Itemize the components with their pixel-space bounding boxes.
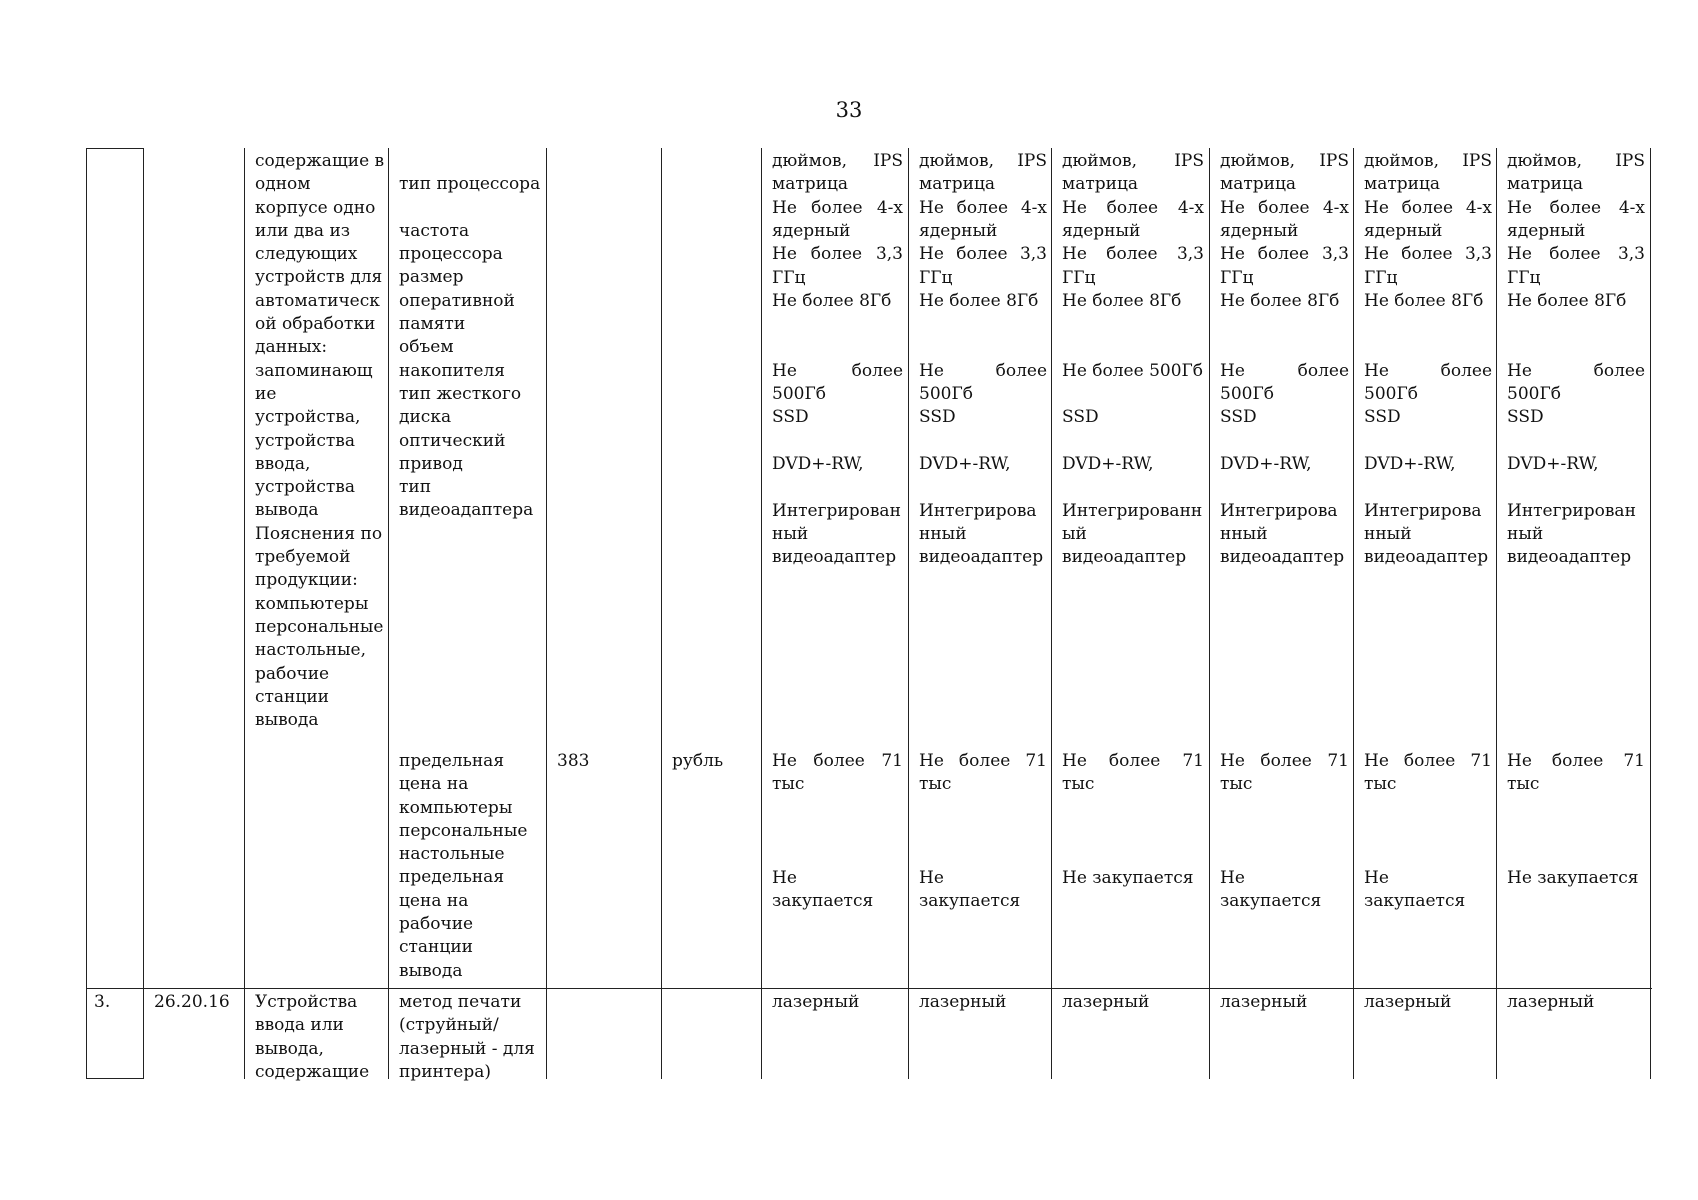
storage-size-value-word: Не [772, 360, 797, 381]
disk-type-value: SSD [1220, 407, 1257, 428]
row-divider [86, 988, 1652, 989]
cpu-type-value [1364, 197, 1492, 220]
video-adapter-value: Интегрирован ный видеоадаптер [1507, 500, 1636, 568]
price-limit-value-cont: тыс [1364, 774, 1397, 795]
price-limit-value [919, 750, 1047, 773]
cpu-frequency-value-word: Не [1062, 244, 1087, 265]
column-divider [761, 148, 762, 1079]
screen-diagonal-value-word: дюймов, [1062, 151, 1138, 171]
storage-size-value-cont: 500Гб [1507, 384, 1561, 404]
price-limit-value-cont: тыс [1062, 774, 1095, 795]
characteristics-cell: тип процессора частота процессора размер оперативной памяти объем накопителя тип жесткого диска оптический привод тип видеоадаптера [399, 174, 541, 521]
storage-size-value-word: более [1593, 360, 1645, 381]
price-limit-value-word: Не [1364, 751, 1389, 771]
cpu-type-value [1062, 197, 1204, 220]
ram-size-value: Не более 8Гб [1364, 290, 1484, 311]
screen-diagonal-value-word: IPS [1174, 151, 1204, 171]
price-limit-value-word: более [1403, 751, 1456, 771]
cpu-type-value [919, 197, 1047, 220]
video-adapter-value: Интегрирован ный видеоадаптер [772, 500, 901, 568]
cpu-frequency-value-word: 3,3 [1176, 244, 1204, 265]
cpu-frequency-value-word: 3,3 [1321, 244, 1349, 265]
cpu-frequency-value-cont: ГГц [1364, 267, 1398, 288]
cpu-frequency-value-cont: ГГц [919, 267, 953, 288]
cpu-type-value-word: более [1106, 197, 1159, 218]
cpu-type-value-word: 4-х [1020, 197, 1047, 218]
cpu-type-value-cont: ядерный [1062, 220, 1141, 241]
cpu-frequency-value [1364, 243, 1492, 266]
cpu-frequency-value-word: Не [919, 244, 944, 265]
price-limit-value-word: 71 [1470, 751, 1492, 771]
price-limit-value-word: Не [1062, 751, 1087, 771]
column-divider [908, 148, 909, 1079]
cpu-frequency-value-word: более [956, 244, 1008, 265]
cpu-type-value-word: 4-х [1618, 197, 1645, 218]
cpu-frequency-value-word: Не [772, 244, 797, 265]
cpu-frequency-value-word: Не [1220, 244, 1245, 265]
storage-size-value-cont: 500Гб [919, 384, 973, 404]
ram-size-value: Не более 8Гб [1220, 290, 1340, 311]
cpu-frequency-value-word: 3,3 [1019, 244, 1047, 265]
matrix-type-value: матрица [1507, 174, 1584, 195]
price-limit-value-cont: тыс [919, 774, 952, 795]
screen-diagonal-value-word: IPS [873, 151, 903, 171]
optical-drive-value: DVD+-RW, [1062, 453, 1154, 474]
price-limit-value [1364, 750, 1492, 773]
storage-size-value-cont: 500Гб [772, 384, 826, 404]
storage-size-value [919, 360, 1047, 383]
video-adapter-value: Интегрирова нный видеоадаптер [1220, 500, 1345, 568]
cpu-type-value-cont: ядерный [919, 220, 998, 241]
cpu-frequency-value-word: Не [1507, 244, 1532, 265]
cpu-frequency-value-word: более [1257, 244, 1310, 265]
screen-diagonal-value [1062, 150, 1204, 173]
print-method-value: лазерный [1062, 992, 1150, 1012]
storage-size-value-word: Не [1364, 360, 1389, 381]
cpu-frequency-value-cont: ГГц [1507, 267, 1541, 288]
screen-diagonal-value-word: дюймов, [1507, 151, 1583, 171]
price-limit-value-word: 71 [1025, 751, 1047, 771]
cpu-frequency-value [1507, 243, 1645, 266]
storage-size-value-word: Не [919, 360, 944, 381]
storage-size-value-word: более [1440, 360, 1492, 381]
column-divider [244, 148, 245, 1079]
price-limit-value-word: Не [1220, 751, 1245, 771]
workstation-price-value: Не закупается [1062, 867, 1194, 888]
cpu-frequency-value [919, 243, 1047, 266]
characteristics-cell: метод печати (струйный/ лазерный - для принтера) [399, 992, 535, 1082]
cpu-type-value-word: Не [1062, 197, 1087, 218]
disk-type-value: SSD [1507, 407, 1544, 428]
cpu-frequency-value-word: 3,3 [1617, 244, 1645, 265]
cpu-frequency-value [1062, 243, 1204, 266]
print-method-value: лазерный [1364, 992, 1452, 1012]
disk-type-value: SSD [919, 407, 956, 428]
column-divider [661, 148, 662, 1079]
screen-diagonal-value-word: IPS [1017, 151, 1047, 171]
ram-size-value: Не более 8Гб [1507, 290, 1627, 311]
cpu-type-value [772, 197, 903, 220]
price-limit-value-word: более [1108, 751, 1161, 771]
price-limit-value [1062, 750, 1204, 773]
cpu-type-value-word: Не [1364, 197, 1389, 218]
cpu-frequency-value-cont: ГГц [1062, 267, 1096, 288]
price-limit-value-word: 71 [1327, 751, 1349, 771]
cpu-type-value-cont: ядерный [1364, 220, 1443, 241]
row-number-cell: 3. [94, 992, 111, 1012]
cpu-type-value-word: более [811, 197, 863, 218]
screen-diagonal-value-word: IPS [1462, 151, 1492, 171]
screen-diagonal-value-word: IPS [1615, 151, 1645, 171]
optical-drive-value: DVD+-RW, [772, 453, 864, 474]
optical-drive-value: DVD+-RW, [1220, 453, 1312, 474]
storage-size-value-cont: 500Гб [1364, 384, 1418, 404]
requirements-table [86, 148, 1652, 1082]
disk-type-value: SSD [1364, 407, 1401, 428]
screen-diagonal-value [919, 150, 1047, 173]
screen-diagonal-value-word: дюймов, [1220, 151, 1296, 171]
price-limit-value-cont: тыс [1220, 774, 1253, 795]
cpu-type-value-word: Не [772, 197, 797, 218]
price-limit-value-word: более [1551, 751, 1604, 771]
ram-size-value: Не более 8Гб [919, 290, 1039, 311]
cpu-frequency-value-word: более [1106, 244, 1158, 265]
cpu-frequency-value [1220, 243, 1349, 266]
optical-drive-value: DVD+-RW, [919, 453, 1011, 474]
storage-size-value-cont: 500Гб [1220, 384, 1274, 404]
page-number: 33 [835, 98, 863, 122]
cpu-type-value-word: 4-х [876, 197, 903, 218]
price-limit-value-word: более [1260, 751, 1312, 771]
price-limit-value [772, 750, 903, 773]
video-adapter-value: Интегрирова нный видеоадаптер [1364, 500, 1489, 568]
cpu-type-value-word: более [1549, 197, 1602, 218]
cpu-frequency-value-word: более [1549, 244, 1601, 265]
price-limit-value-word: 71 [881, 751, 903, 771]
cpu-type-value-cont: ядерный [1507, 220, 1586, 241]
cpu-type-value-word: более [1258, 197, 1310, 218]
ram-size-value: Не более 8Гб [1062, 290, 1182, 311]
column-divider [143, 148, 144, 1079]
column-divider [546, 148, 547, 1079]
cpu-type-value-word: Не [1220, 197, 1245, 218]
cpu-type-value-word: 4-х [1322, 197, 1349, 218]
cpu-type-value-word: Не [1507, 197, 1532, 218]
workstation-price-value: Не закупается [1220, 867, 1322, 911]
okpd-code-cell: 26.20.16 [154, 992, 230, 1012]
screen-diagonal-value-word: дюймов, [772, 151, 848, 171]
cpu-type-value-word: 4-х [1465, 197, 1492, 218]
matrix-type-value: матрица [1062, 174, 1139, 195]
cpu-frequency-value [772, 243, 903, 266]
matrix-type-value: матрица [1364, 174, 1441, 195]
cpu-frequency-value-cont: ГГц [1220, 267, 1254, 288]
cpu-type-value [1507, 197, 1645, 220]
price-limit-value-word: более [958, 751, 1011, 771]
workstation-price-value: Не закупается [919, 867, 1021, 911]
screen-diagonal-value-word: IPS [1319, 151, 1349, 171]
screen-diagonal-value [1364, 150, 1492, 173]
price-limit-value [1220, 750, 1349, 773]
matrix-type-value: матрица [1220, 174, 1297, 195]
product-name-cell: содержащие в одном корпусе одно или два из следующих устройств для автоматическ ой обработки данных: запоминающ ие устройства, устройства ввода, устройства вывода Пояснения по требуемой продукции: компьютеры персональные настольные, рабочие станции вывода [255, 151, 385, 731]
okei-code-cell: 383 [557, 751, 590, 771]
price-limit-value-word: Не [1507, 751, 1532, 771]
workstation-price-value: Не закупается [772, 867, 874, 911]
storage-size-value [1364, 360, 1492, 383]
price-limit-value-cont: тыс [772, 774, 805, 795]
screen-diagonal-value [1220, 150, 1349, 173]
optical-drive-value: DVD+-RW, [1364, 453, 1456, 474]
storage-size-value [1507, 360, 1645, 383]
cpu-type-value [1220, 197, 1349, 220]
print-method-value: лазерный [1220, 992, 1308, 1012]
column-divider [1353, 148, 1354, 1079]
table-border-left [86, 148, 87, 1079]
cpu-frequency-value-word: 3,3 [875, 244, 903, 265]
price-limit-value-word: Не [772, 751, 797, 771]
price-characteristics-cell: предельная цена на компьютеры персональные настольные предельная цена на рабочие станции вывода [399, 751, 528, 981]
storage-size-value-word: более [1297, 360, 1349, 381]
table-border-bottom [86, 1078, 144, 1079]
cpu-type-value-word: Не [919, 197, 944, 218]
price-limit-value-cont: тыс [1507, 774, 1540, 795]
price-limit-value [1507, 750, 1645, 773]
screen-diagonal-value-word: дюймов, [1364, 151, 1440, 171]
column-divider [1051, 148, 1052, 1079]
product-name-cell: Устройства ввода или вывода, содержащие [255, 992, 370, 1082]
workstation-price-value: Не закупается [1507, 867, 1639, 888]
disk-type-value: SSD [1062, 407, 1099, 428]
cpu-type-value-word: более [1401, 197, 1454, 218]
video-adapter-value: Интегрированн ый видеоадаптер [1062, 500, 1203, 568]
storage-size-value-word: более [995, 360, 1047, 381]
price-limit-value-word: 71 [1623, 751, 1645, 771]
price-limit-value-word: 71 [1182, 751, 1204, 771]
screen-diagonal-value-word: дюймов, [919, 151, 995, 171]
workstation-price-value: Не закупается [1364, 867, 1466, 911]
cpu-type-value-cont: ядерный [772, 220, 851, 241]
video-adapter-value: Интегрирова нный видеоадаптер [919, 500, 1044, 568]
screen-diagonal-value [772, 150, 903, 173]
column-divider [1209, 148, 1210, 1079]
matrix-type-value: матрица [919, 174, 996, 195]
storage-size-value-word: Не [1507, 360, 1532, 381]
okei-unit-cell: рубль [672, 751, 724, 771]
column-divider [1496, 148, 1497, 1079]
print-method-value: лазерный [772, 992, 860, 1012]
cpu-type-value-word: более [956, 197, 1009, 218]
storage-size-value-word: более [851, 360, 903, 381]
price-limit-value-word: Не [919, 751, 944, 771]
storage-size-value: Не более 500Гб [1062, 360, 1204, 381]
storage-size-value [1220, 360, 1349, 383]
matrix-type-value: матрица [772, 174, 849, 195]
screen-diagonal-value [1507, 150, 1645, 173]
ram-size-value: Не более 8Гб [772, 290, 892, 311]
table-border-right [1650, 148, 1651, 1079]
cpu-type-value-word: 4-х [1177, 197, 1204, 218]
table-border-top [86, 148, 144, 149]
column-divider [388, 148, 389, 1079]
disk-type-value: SSD [772, 407, 809, 428]
print-method-value: лазерный [919, 992, 1007, 1012]
cpu-type-value-cont: ядерный [1220, 220, 1299, 241]
storage-size-value-word: Не [1220, 360, 1245, 381]
cpu-frequency-value-word: более [810, 244, 863, 265]
optical-drive-value: DVD+-RW, [1507, 453, 1599, 474]
cpu-frequency-value-word: Не [1364, 244, 1389, 265]
cpu-frequency-value-word: более [1401, 244, 1453, 265]
cpu-frequency-value-word: 3,3 [1464, 244, 1492, 265]
cpu-frequency-value-cont: ГГц [772, 267, 806, 288]
price-limit-value-word: более [813, 751, 865, 771]
print-method-value: лазерный [1507, 992, 1595, 1012]
storage-size-value [772, 360, 903, 383]
